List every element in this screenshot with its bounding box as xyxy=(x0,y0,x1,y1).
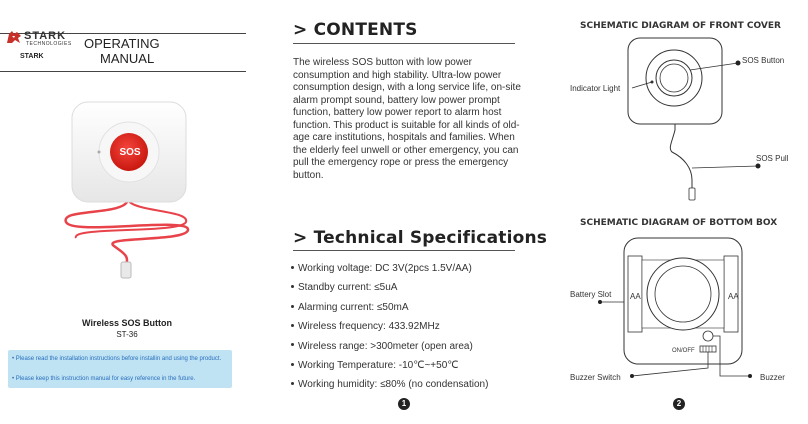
bullet-icon xyxy=(291,363,294,366)
bullet-icon xyxy=(291,382,294,385)
contents-body: The wireless SOS button with low power consumption and high stability. Ultra-low power consumption design, with a long service life, on-site alarm prompt sound, battery low power prompt function, battery low power report to alarm host function. This product is suitable for all kinds of old-age care institutions, hospitals and families. When the elderly feel unwell or other emergency, you can pull the emergency rope or press the emergency button. xyxy=(293,57,521,181)
spec-humidity: Working humidity: ≤80% (no condensation) xyxy=(298,379,489,391)
spec-range: Wireless range: >300meter (open area) xyxy=(298,340,473,352)
specs-list xyxy=(289,259,529,395)
product-name: Wireless SOS Button xyxy=(82,318,172,328)
sos-device-illustration xyxy=(40,96,220,286)
spec-voltage: Working voltage: DC 3V(2pcs 1.5V/AA) xyxy=(298,263,472,274)
cover-header-rule xyxy=(0,71,246,72)
page-number-2: 2 xyxy=(673,398,685,410)
contents-rule xyxy=(293,43,515,44)
page-number-1: 1 xyxy=(398,398,410,410)
manual-title xyxy=(84,36,234,66)
bullet-icon xyxy=(291,305,294,308)
label-on-off: ON/OFF xyxy=(672,348,695,354)
specs-heading: > Technical Specifications xyxy=(293,228,548,248)
brand-name: STARK xyxy=(24,30,67,42)
bullet-icon xyxy=(291,285,294,288)
notice-read-instructions: • Please read the installation instructions before installin and using the product. xyxy=(12,356,222,362)
spec-item xyxy=(289,259,529,278)
label-aa-left: AA xyxy=(630,292,641,301)
label-battery-slot: Battery Slot xyxy=(570,290,612,299)
label-buzzer-switch: Buzzer Switch xyxy=(570,373,621,382)
product-model: ST-36 xyxy=(116,330,138,339)
sos-button-label: SOS xyxy=(119,147,141,158)
bullet-icon xyxy=(291,324,294,327)
brand-short: STARK xyxy=(20,53,44,60)
spec-temperature: Working Temperature: -10℃~+50℃ xyxy=(298,359,459,371)
specs-rule xyxy=(293,250,515,251)
notice-box xyxy=(8,350,232,388)
spec-item xyxy=(289,298,529,317)
brand-subtitle: TECHNOLOGIES xyxy=(26,41,72,47)
label-buzzer: Buzzer xyxy=(760,373,785,382)
front-diagram-heading: SCHEMATIC DIAGRAM OF FRONT COVER xyxy=(580,21,781,31)
spec-frequency: Wireless frequency: 433.92MHz xyxy=(298,321,440,333)
manual-title-line2: MANUAL xyxy=(100,51,155,66)
bullet-icon xyxy=(291,343,294,346)
label-indicator-light: Indicator Light xyxy=(570,84,621,93)
spec-alarming-current: Alarming current: ≤50mA xyxy=(298,301,409,313)
notice-keep-manual: • Please keep this instruction manual for easy reference in the future. xyxy=(12,376,196,382)
manual-title-line1: OPERATING xyxy=(84,36,160,51)
label-aa-right: AA xyxy=(728,292,739,301)
spec-item xyxy=(289,337,529,356)
spec-standby-current: Standby current: ≤5uA xyxy=(298,282,398,294)
spec-item xyxy=(289,375,529,394)
spec-item xyxy=(289,278,529,297)
spec-item xyxy=(289,317,529,336)
brand-logo-block xyxy=(6,30,76,70)
spec-item xyxy=(289,356,529,375)
label-sos-button: SOS Button xyxy=(742,56,785,65)
contents-heading: > CONTENTS xyxy=(293,20,418,40)
bullet-icon xyxy=(291,266,294,269)
label-sos-pull: SOS Pull xyxy=(756,154,789,163)
bottom-diagram-heading: SCHEMATIC DIAGRAM OF BOTTOM BOX xyxy=(580,218,778,228)
stark-wolf-logo-icon xyxy=(6,30,22,44)
